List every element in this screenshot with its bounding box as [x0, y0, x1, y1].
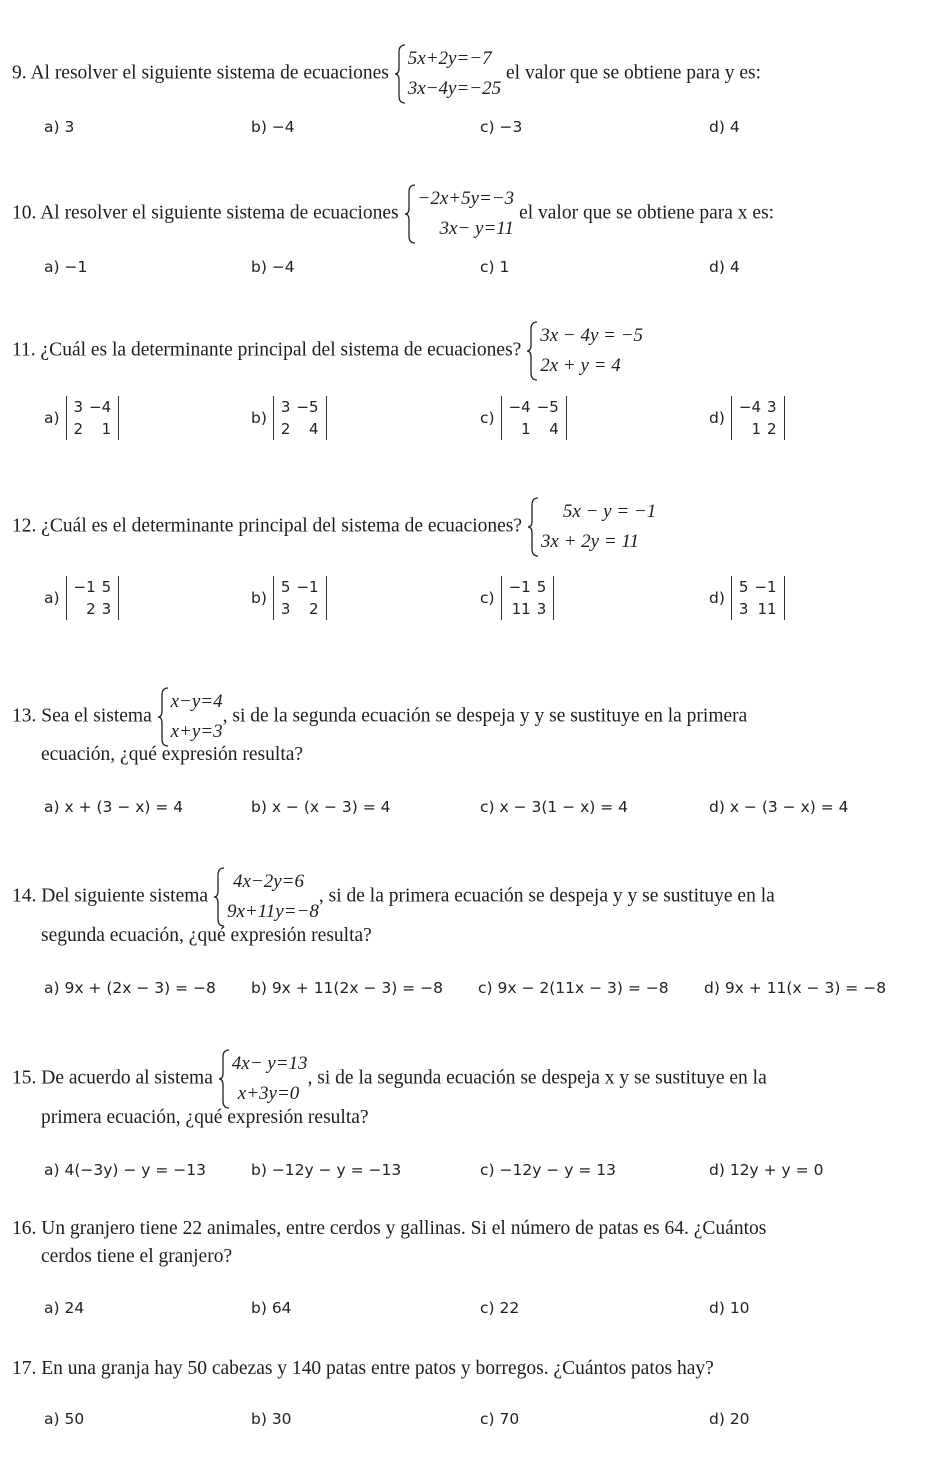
- option-b[interactable]: b) −4: [251, 118, 295, 136]
- option-a[interactable]: a) −1: [44, 258, 88, 276]
- matrix-cell: −1: [508, 578, 531, 596]
- option-label: a): [44, 589, 60, 607]
- matrix-cell: −4: [738, 398, 762, 416]
- matrix-cell: 1: [521, 420, 531, 438]
- option-label: a): [44, 409, 60, 427]
- matrix-cell: 2: [280, 420, 291, 438]
- equation-2: 2x + y = 4: [540, 355, 621, 376]
- question-number: 12.: [12, 515, 37, 537]
- matrix-cell: −4: [89, 398, 112, 416]
- question-text: En una granja hay 50 cabezas y 140 patas entre patos y borregos. ¿Cuántos patos hay?: [41, 1358, 714, 1379]
- option-a[interactable]: a) 9x + (2x − 3) = −8: [44, 979, 216, 997]
- matrix-cell: 5: [101, 578, 112, 596]
- equation-2: x+y=3: [170, 721, 223, 742]
- brace-icon: [157, 687, 169, 747]
- brace-icon: [218, 1049, 230, 1109]
- option-a[interactable]: a) 3: [44, 118, 75, 136]
- equation-system: [394, 44, 501, 104]
- matrix-cell: 5: [738, 578, 749, 596]
- matrix-cell: −1: [73, 578, 96, 596]
- option-c[interactable]: c) −12y − y = 13: [480, 1161, 616, 1179]
- matrix-cell: 3: [73, 398, 84, 416]
- brace-icon: [526, 321, 538, 381]
- option-a[interactable]: [44, 396, 119, 440]
- matrix-cell: 11: [757, 600, 777, 618]
- options: [44, 1410, 918, 1440]
- question-text-continued: primera ecuación, ¿qué expresión resulta?: [41, 1107, 369, 1128]
- brace-icon: [394, 44, 406, 104]
- question-text-continued: ecuación, ¿qué expresión resulta?: [41, 744, 304, 765]
- matrix-cell: 3: [738, 600, 749, 618]
- brace-icon: [404, 184, 416, 244]
- option-b[interactable]: [251, 576, 327, 620]
- option-d[interactable]: d) x − (3 − x) = 4: [709, 798, 849, 816]
- matrix-cell: −1: [754, 578, 777, 596]
- option-c[interactable]: c) 22: [480, 1299, 520, 1317]
- question-number: 13.: [12, 705, 37, 727]
- determinant-matrix: [273, 396, 327, 440]
- question-number: 16.: [12, 1218, 37, 1239]
- matrix-cell: 1: [101, 420, 112, 438]
- equation-1: 5x − y = −1: [562, 501, 657, 522]
- question-text-end: el valor que se obtiene para x es:: [519, 202, 775, 224]
- options: [44, 798, 918, 828]
- option-c[interactable]: c) 1: [480, 258, 510, 276]
- equation-2: 3x−4y=−25: [407, 78, 502, 99]
- matrix-cell: 5: [280, 578, 291, 596]
- question-text: Al resolver el siguiente sistema de ecuaciones: [30, 62, 389, 84]
- option-d[interactable]: d) 10: [709, 1299, 750, 1317]
- equation-2: 3x− y=11: [439, 218, 514, 239]
- matrix-cell: −5: [536, 398, 559, 416]
- matrix-cell: 4: [549, 420, 559, 438]
- question-number: 17.: [12, 1358, 37, 1379]
- option-label: c): [480, 409, 495, 427]
- option-label: b): [251, 409, 267, 427]
- question-number: 9.: [12, 62, 27, 84]
- question-text-end: , si de la segunda ecuación se despeja x y se sustituye en la: [307, 1067, 767, 1089]
- brace-icon: [527, 497, 539, 557]
- matrix-cell: −4: [508, 398, 531, 416]
- option-b[interactable]: b) 9x + 11(2x − 3) = −8: [251, 979, 443, 997]
- matrix-cell: 2: [767, 420, 777, 438]
- equation-1: 4x− y=13: [231, 1053, 308, 1074]
- equation-2: 3x + 2y = 11: [540, 531, 640, 552]
- option-d[interactable]: [709, 576, 785, 620]
- matrix-cell: 3: [101, 600, 112, 618]
- question-number: 14.: [12, 885, 37, 907]
- matrix-cell: 5: [536, 578, 547, 596]
- option-b[interactable]: b) −12y − y = −13: [251, 1161, 402, 1179]
- matrix-cell: −1: [296, 578, 319, 596]
- option-b[interactable]: b) x − (x − 3) = 4: [251, 798, 391, 816]
- matrix-cell: 3: [280, 600, 291, 618]
- matrix-cell: −5: [296, 398, 319, 416]
- matrix-cell: 3: [536, 600, 547, 618]
- option-b[interactable]: [251, 396, 327, 440]
- determinant-matrix: [66, 396, 120, 440]
- option-b[interactable]: b) −4: [251, 258, 295, 276]
- option-d[interactable]: d) 9x + 11(x − 3) = −8: [704, 979, 887, 997]
- options: [44, 979, 918, 1009]
- option-label: b): [251, 589, 267, 607]
- question-text-end: , si de la segunda ecuación se despeja y y se sustituye en la primera: [222, 705, 748, 727]
- question-text: De acuerdo al sistema: [41, 1067, 213, 1089]
- equation-system: [404, 184, 515, 244]
- options: [44, 1161, 918, 1191]
- options: [44, 1299, 918, 1329]
- matrix-cell: 3: [280, 398, 291, 416]
- question-text: ¿Cuál es el determinante principal del sistema de ecuaciones?: [41, 515, 523, 537]
- option-c[interactable]: c) x − 3(1 − x) = 4: [480, 798, 629, 816]
- determinant-matrix: [731, 396, 785, 440]
- equation-system: [157, 687, 223, 747]
- option-a[interactable]: a) 24: [44, 1299, 85, 1317]
- equation-system: [218, 1049, 308, 1109]
- options: [44, 576, 918, 618]
- matrix-cell: 11: [511, 600, 531, 618]
- matrix-cell: 4: [309, 420, 319, 438]
- equation-2: x+3y=0: [237, 1083, 300, 1104]
- equation-1: 3x − 4y = −5: [540, 325, 644, 346]
- option-a[interactable]: a) 4(−3y) − y = −13: [44, 1161, 207, 1179]
- options: [44, 396, 918, 438]
- determinant-matrix: [731, 576, 785, 620]
- matrix-cell: 2: [73, 420, 84, 438]
- option-label: d): [709, 409, 725, 427]
- question-text-continued: segunda ecuación, ¿qué expresión resulta?: [41, 925, 372, 946]
- question-text: Sea el sistema: [41, 705, 152, 727]
- equation-system: [213, 867, 319, 927]
- option-d[interactable]: d) 4: [709, 258, 740, 276]
- question-number: 10.: [12, 202, 37, 224]
- option-label: c): [480, 589, 495, 607]
- equation-1: 4x−2y=6: [232, 871, 304, 892]
- question-text: Un granjero tiene 22 animales, entre cerdos y gallinas. Si el número de patas es 64. ¿Cuántos: [41, 1218, 767, 1239]
- option-c[interactable]: c) 9x − 2(11x − 3) = −8: [478, 979, 669, 997]
- question-number: 11.: [12, 339, 36, 361]
- option-a[interactable]: a) x + (3 − x) = 4: [44, 798, 184, 816]
- option-label: d): [709, 589, 725, 607]
- equation-2: 9x+11y=−8: [226, 901, 319, 922]
- question-text-continued: cerdos tiene el granjero?: [41, 1246, 233, 1267]
- option-b[interactable]: b) 30: [251, 1410, 292, 1428]
- option-d[interactable]: d) 4: [709, 118, 740, 136]
- option-b[interactable]: b) 64: [251, 1299, 292, 1317]
- option-d[interactable]: [709, 396, 785, 440]
- question-text-end: el valor que se obtiene para y es:: [506, 62, 762, 84]
- question-text: Del siguiente sistema: [41, 885, 209, 907]
- determinant-matrix: [66, 576, 120, 620]
- matrix-cell: 3: [767, 398, 777, 416]
- option-a[interactable]: a) 50: [44, 1410, 85, 1428]
- question-text-end: , si de la primera ecuación se despeja y y se sustituye en la: [318, 885, 775, 907]
- option-d[interactable]: d) 12y + y = 0: [709, 1161, 824, 1179]
- equation-1: x−y=4: [170, 691, 223, 712]
- options: [44, 258, 918, 288]
- question-number: 15.: [12, 1067, 37, 1089]
- equation-system: [526, 321, 643, 381]
- question-text: Al resolver el siguiente sistema de ecuaciones: [40, 202, 399, 224]
- determinant-matrix: [273, 576, 327, 620]
- equation-1: 5x+2y=−7: [407, 48, 492, 69]
- option-c[interactable]: c) −3: [480, 118, 523, 136]
- matrix-cell: 2: [309, 600, 319, 618]
- question-text: ¿Cuál es la determinante principal del sistema de ecuaciones?: [40, 339, 522, 361]
- determinant-matrix: [501, 396, 567, 440]
- option-c[interactable]: [480, 576, 554, 620]
- option-c[interactable]: c) 70: [480, 1410, 520, 1428]
- matrix-cell: 2: [86, 600, 96, 618]
- options: [44, 118, 918, 148]
- matrix-cell: 1: [751, 420, 762, 438]
- option-d[interactable]: d) 20: [709, 1410, 750, 1428]
- equation-system: [527, 497, 656, 557]
- option-a[interactable]: [44, 576, 119, 620]
- option-c[interactable]: [480, 396, 567, 440]
- brace-icon: [213, 867, 225, 927]
- determinant-matrix: [501, 576, 555, 620]
- equation-1: −2x+5y=−3: [417, 188, 515, 209]
